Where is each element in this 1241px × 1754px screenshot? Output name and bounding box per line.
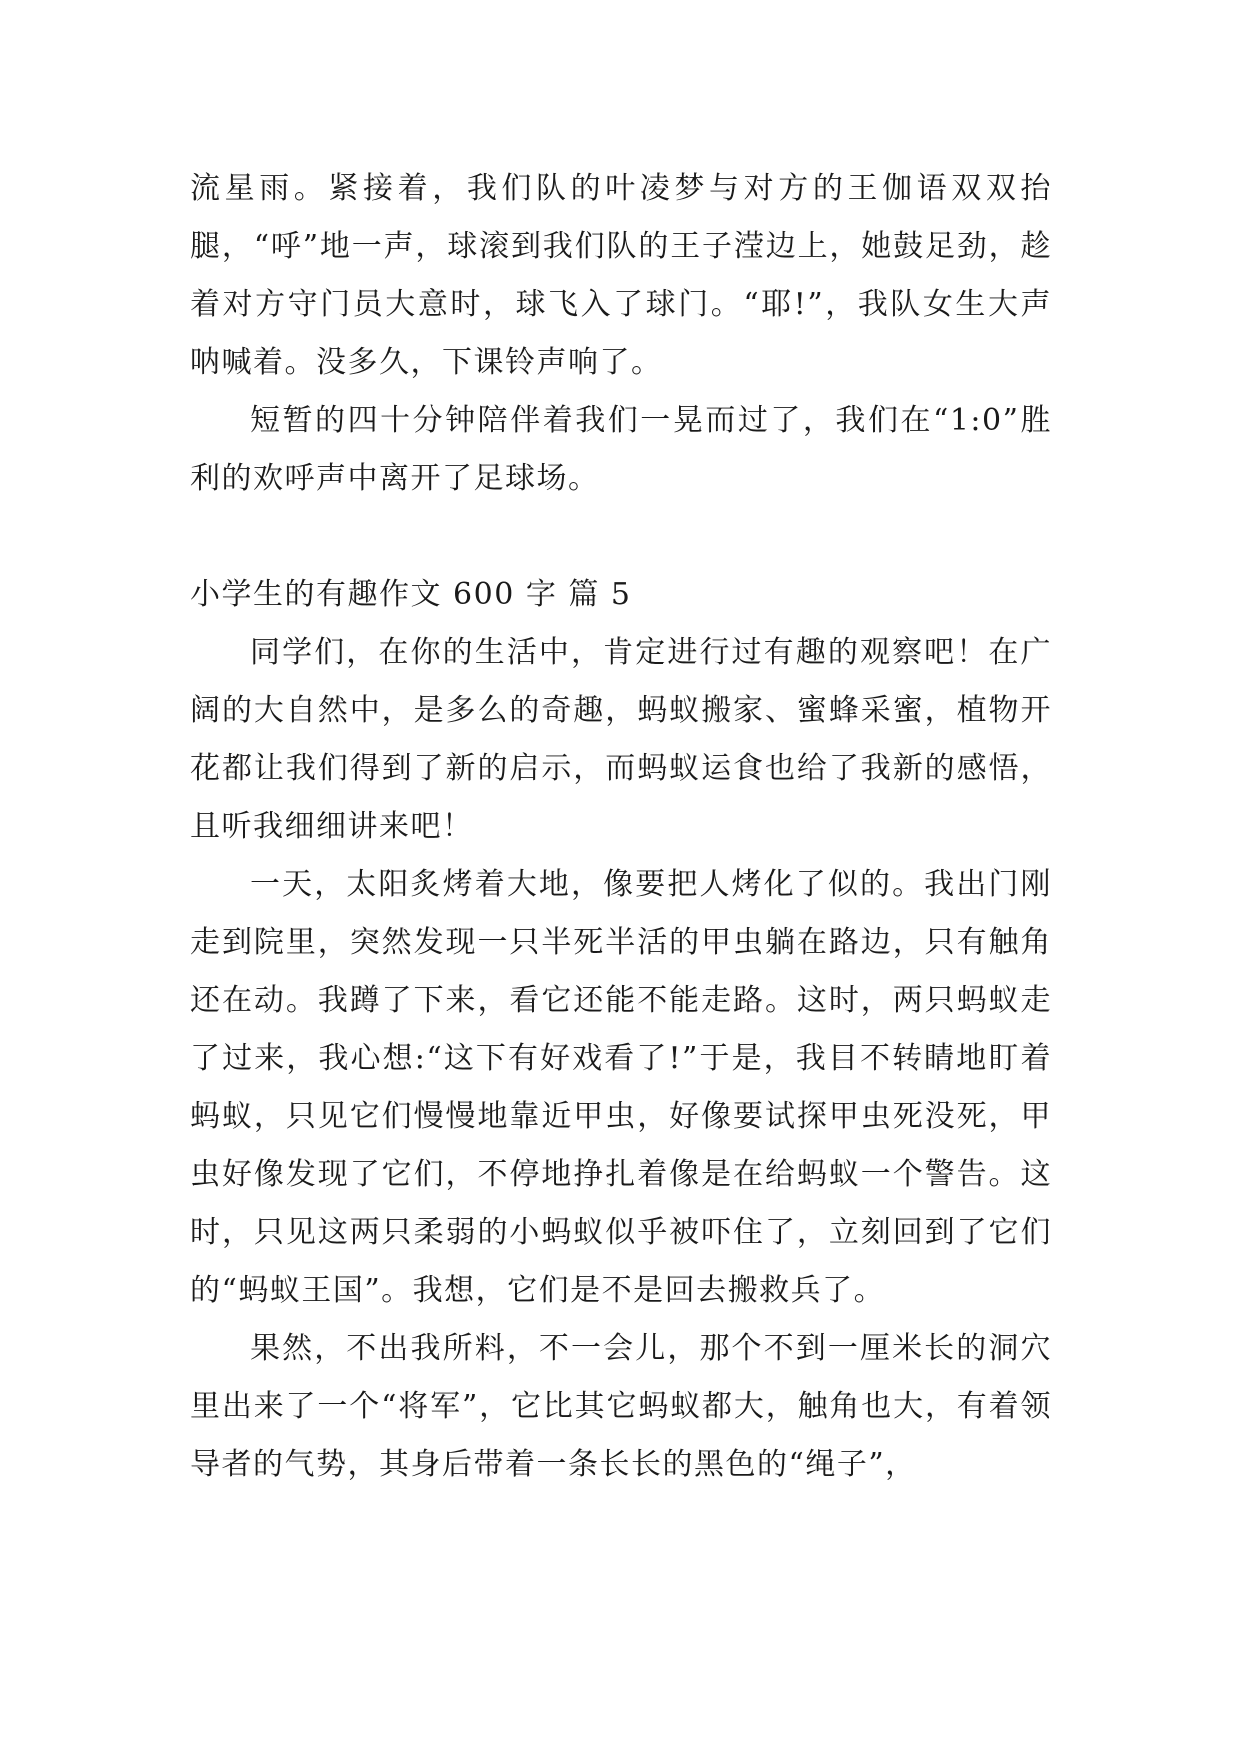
paragraph-5: 果然，不出我所料，不一会儿，那个不到一厘米长的洞穴里出来了一个“将军”，它比其它蚂蚁都大，触角也大，有着领导者的气势，其身后带着一条长长的黑色的“绳子”， xyxy=(190,1331,1052,1482)
section-heading: 小学生的有趣作文 600 字 篇 5 xyxy=(190,577,632,612)
paragraph-3: 同学们，在你的生活中，肯定进行过有趣的观察吧！在广阔的大自然中，是多么的奇趣，蚂蚁搬家、蜜蜂采蜜，植物开花都让我们得到了新的启示，而蚂蚁运食也给了我新的感悟，且听我细细讲来吧！ xyxy=(190,635,1052,844)
paragraph-2: 短暂的四十分钟陪伴着我们一晃而过了，我们在“1:0”胜利的欢呼声中离开了足球场。 xyxy=(190,403,1052,496)
paragraph-4: 一天，太阳炙烤着大地，像要把人烤化了似的。我出门刚走到院里，突然发现一只半死半活的甲虫躺在路边，只有触角还在动。我蹲了下来，看它还能不能走路。这时，两只蚂蚁走了过来，我心想:“这下有好戏看了!”于是，我目不转睛地盯着蚂蚁，只见它们慢慢地靠近甲虫，好像要试探甲虫死没死，甲虫好像发现了它们，不停地挣扎着像是在给蚂蚁一个警告。这时，只见这两只柔弱的小蚂蚁似乎被吓住了，立刻回到了它们的“蚂蚁王国”。我想，它们是不是回去搬救兵了。 xyxy=(190,867,1052,1308)
document-body xyxy=(190,160,1052,1494)
paragraph-1: 流星雨。紧接着，我们队的叶凌梦与对方的王伽语双双抬腿，“呼”地一声，球滚到我们队的王子滢边上，她鼓足劲，趁着对方守门员大意时，球飞入了球门。“耶!”，我队女生大声呐喊着。没多久，下课铃声响了。 xyxy=(190,171,1052,380)
